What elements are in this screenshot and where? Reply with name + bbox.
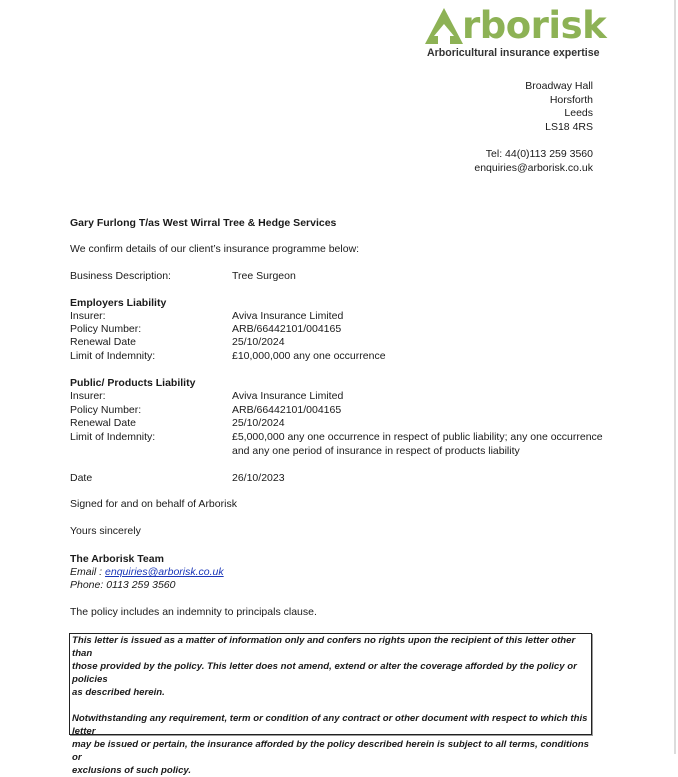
sender-address [525,80,593,134]
date-label: Date [70,472,93,484]
address-postcode: LS18 4RS [545,120,593,133]
email-label: Email : [70,566,106,578]
business-description-label: Business Description: [70,270,171,282]
email-link[interactable]: enquiries@arborisk.co.uk [105,566,224,578]
sender-telephone: Tel: 44(0)113 259 3560 [485,148,593,160]
yours-sincerely: Yours sincerely [70,525,141,537]
logo-wordmark [425,4,607,47]
public-liability-heading: Public/ Products Liability [70,377,196,389]
signature-email-line [70,566,224,580]
signature-phone: Phone: 0113 259 3560 [70,579,176,591]
el-policy-value: ARB/66442101/004165 [232,323,342,335]
pl-renewal-value: 25/10/2024 [232,417,285,429]
disclaimer-box [69,633,592,776]
principals-clause: The policy includes an indemnity to principals clause. [70,606,317,618]
sender-contact [474,148,593,175]
el-renewal-value: 25/10/2024 [232,336,285,348]
disclaimer-p1-line-3: as described herein. [72,687,165,698]
intro-text: We confirm details of our client’s insurance programme below: [70,243,360,255]
pl-policy-label: Policy Number: [70,404,142,416]
arborisk-logo [425,4,607,60]
address-line-2: Horsforth [549,93,593,106]
client-name: Gary Furlong T/as West Wirral Tree & Hedge Services [70,217,337,229]
disclaimer-p2-line-3: exclusions of such policy. [72,765,192,776]
disclaimer-p1-line-1: This letter is issued as a matter of information only and confers no rights upon the recipient of this letter other than [72,635,576,659]
signed-on-behalf: Signed for and on behalf of Arborisk [70,498,237,510]
pl-policy-value: ARB/66442101/004165 [232,404,342,416]
disclaimer-p2-line-1: Notwithstanding any requirement, term or condition of any contract or other document with respect to which this letter [72,713,588,737]
el-limit-value: £10,000,000 any one occurrence [232,350,386,362]
address-line-1: Broadway Hall [525,80,593,92]
pl-limit-value-line-1: £5,000,000 any one occurrence in respect of public liability; any one occurrence [232,431,603,443]
el-insurer-value: Aviva Insurance Limited [232,310,344,322]
logo-tagline: Arboricultural insurance expertise [427,47,600,59]
tree-triangle-icon [425,8,463,44]
employers-liability-heading: Employers Liability [70,297,167,309]
logo-brand-text: rborisk [462,4,607,47]
disclaimer-p1-line-2: those provided by the policy. This letter does not amend, extend or alter the coverage afforded by the policy or policies [72,661,577,685]
el-insurer-label: Insurer: [70,310,106,322]
pl-renewal-label: Renewal Date [70,417,136,429]
el-limit-label: Limit of Indemnity: [70,350,156,362]
el-renewal-label: Renewal Date [70,336,136,348]
el-policy-label: Policy Number: [70,323,142,335]
pl-insurer-label: Insurer: [70,390,106,402]
pl-limit-value-line-2: and any one period of insurance in respect of products liability [232,445,520,457]
address-line-3: Leeds [564,107,593,119]
pl-limit-label: Limit of Indemnity: [70,431,156,443]
business-description-value: Tree Surgeon [232,270,296,282]
disclaimer-p2-line-2: may be issued or pertain, the insurance afforded by the policy described herein is subject to all terms, conditions or [72,739,589,763]
disclaimer-paragraph-1 [72,634,589,699]
page-edge [674,0,676,754]
sender-email: enquiries@arborisk.co.uk [474,161,593,174]
signature-team: The Arborisk Team [70,553,164,565]
date-value: 26/10/2023 [232,472,285,484]
disclaimer-paragraph-2 [72,712,589,777]
pl-insurer-value: Aviva Insurance Limited [232,390,344,402]
